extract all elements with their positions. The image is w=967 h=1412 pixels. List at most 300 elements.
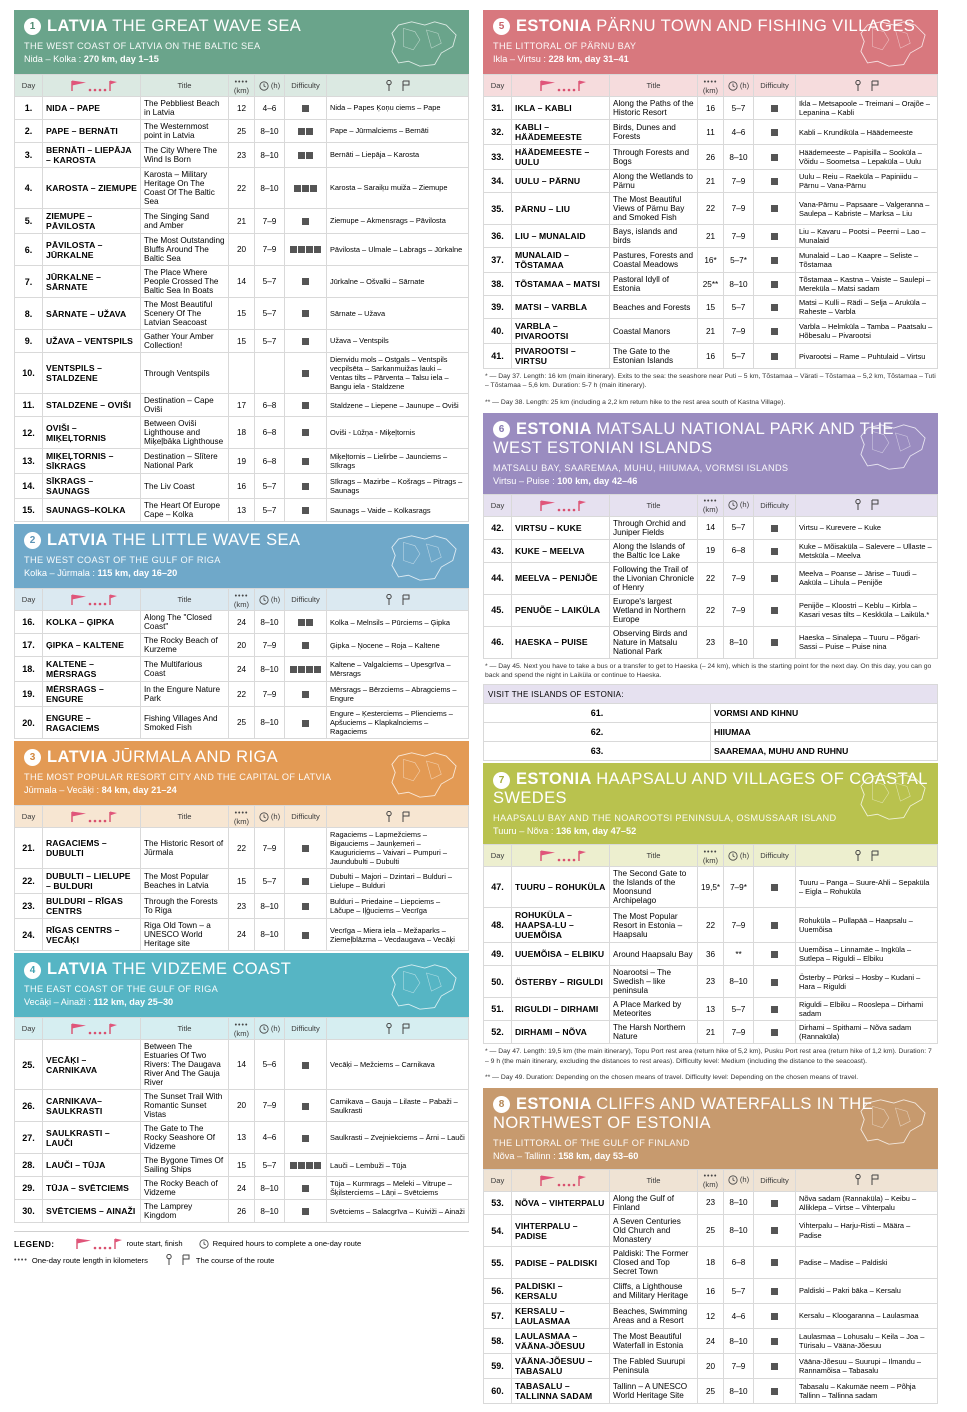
col-km: •••• (km) — [698, 494, 724, 516]
cell-difficulty — [285, 234, 327, 266]
cell-hours: 7–9* — [724, 867, 754, 908]
col-course — [796, 1169, 938, 1191]
col-hours: (h) — [255, 806, 285, 828]
cell-course: Österby – Pürksi – Hosby – Kudani – Hara – Riguldi — [796, 966, 938, 998]
right-column — [483, 10, 938, 1406]
cell-title: The Harsh Northern Nature — [610, 1021, 698, 1044]
cell-difficulty — [754, 908, 796, 943]
cell-route: IKLA – KABLI — [512, 97, 610, 120]
section-subtitle: THE WEST COAST OF THE GULF OF RIGA — [24, 555, 221, 566]
col-title: Title — [141, 589, 229, 611]
difficulty-mark — [302, 185, 309, 192]
difficulty-mark — [302, 105, 309, 112]
table-row — [484, 943, 938, 966]
cell-hours: 8–10 — [255, 120, 285, 143]
col-km: •••• (km) — [229, 1018, 255, 1040]
section-title: LATVIA THE LITTLE WAVE SEA — [47, 531, 301, 550]
col-km: •••• (km) — [698, 75, 724, 97]
cell-difficulty — [285, 1154, 327, 1177]
cell-day: 42. — [484, 516, 512, 539]
cell-hours: 6–8 — [255, 394, 285, 417]
cell-day: 28. — [15, 1154, 43, 1177]
cell-km: 25 — [229, 120, 255, 143]
cell-title: The Lamprey Kingdom — [141, 1200, 229, 1223]
cell-course: Matsi – Kulli – Rädi – Selja – Aruküla – Raheste – Varbla — [796, 296, 938, 319]
col-route — [43, 589, 141, 611]
difficulty-mark — [302, 642, 309, 649]
cell-course: Penijõe – Kloostri – Keblu – Kirbla – Kasari vesas tilts – Keskküla – Laiküla.* — [796, 594, 938, 626]
legend-text: One-day route length in kilometers — [31, 1255, 148, 1265]
col-difficulty: Difficulty — [285, 75, 327, 97]
cell-title: Pastures, Forests and Coastal Meadows — [610, 248, 698, 273]
cell-hours: 5–7 — [255, 266, 285, 298]
cell-day: 40. — [484, 319, 512, 344]
cell-difficulty — [754, 516, 796, 539]
col-day: Day — [484, 845, 512, 867]
col-course — [327, 75, 469, 97]
cell-day: 24. — [15, 919, 43, 951]
cell-title: Observing Birds and Nature in Matsalu National Park — [610, 626, 698, 658]
cell-day: 4. — [15, 168, 43, 209]
course-icon — [384, 594, 412, 606]
cell-title: Between Oviši Lighthouse and Miķeļbāka Lighthouse — [141, 417, 229, 449]
clock-icon — [259, 1024, 269, 1034]
table-row — [484, 120, 938, 145]
difficulty-mark — [306, 666, 313, 673]
col-course — [796, 494, 938, 516]
cell-km — [229, 353, 255, 394]
cell-route: RAGACIEMS – DUBULTI — [43, 828, 141, 869]
cell-course: Engure – Ķesterciems – Plienciems – Apšuciems – Klapkalnciems – Ragaciems — [327, 707, 469, 739]
cell-difficulty — [285, 168, 327, 209]
cell-route: TUURU – ROHUKÜLA — [512, 867, 610, 908]
route-flag-icon — [71, 1237, 123, 1250]
legend-text: route start, finish — [126, 1239, 183, 1249]
cell-km: 15 — [229, 330, 255, 353]
section-subtitle: MATSALU BAY, SAAREMAA, MUHU, HIIUMAA, VORMSI ISLANDS — [493, 462, 789, 473]
section-header — [14, 10, 469, 74]
cell-km: 22 — [698, 908, 724, 943]
clock-icon — [728, 500, 738, 510]
cell-title: The Sunset Trail With Romantic Sunset Vistas — [141, 1090, 229, 1122]
cell-hours: 8–10 — [724, 1215, 754, 1247]
cell-day: 55. — [484, 1247, 512, 1279]
section-title: LATVIA THE VIDZEME COAST — [47, 960, 292, 979]
cell-day: 16. — [15, 611, 43, 634]
cell-title: Between The Estuaries Of Two Rivers: The Daugava River And The Gauja River — [141, 1040, 229, 1090]
difficulty-mark — [771, 178, 778, 185]
cell-route: MUNALAID – TÕSTAMAA — [512, 248, 610, 273]
cell-course: Kabli – Krundiküla – Häädemeeste — [796, 120, 938, 145]
cell-course: Lauči – Lembuži – Tūja — [327, 1154, 469, 1177]
region-map-icon — [387, 747, 461, 803]
cell-day: 48. — [484, 908, 512, 943]
region-map-icon — [387, 530, 461, 586]
cell-course: Pape – Jūrmalciems – Bernāti — [327, 120, 469, 143]
cell-difficulty — [754, 145, 796, 170]
cell-difficulty — [285, 417, 327, 449]
cell-day: 43. — [484, 539, 512, 562]
cell-course: Liu – Kavaru – Pootsi – Peerni – Lao – Munalaid — [796, 225, 938, 248]
cell-title: Following the Trail of the Livonian Chronicle of Henry — [610, 562, 698, 594]
cell-day: 14. — [15, 474, 43, 499]
section-header — [483, 763, 938, 844]
table-row — [484, 998, 938, 1021]
col-route — [512, 845, 610, 867]
col-hours: (h) — [255, 1018, 285, 1040]
section-route: Kolka – Jūrmala : 115 km, day 16–20 — [24, 568, 178, 579]
cell-title: Birds, Dunes and Forests — [610, 120, 698, 145]
cell-course: Bulduri – Priedaine – Liepciems – Lāčupe – Iļģuciems – Vecrīga — [327, 894, 469, 919]
cell-km: 24 — [229, 919, 255, 951]
cell-title: Along the Islands of the Baltic Ice Lake — [610, 539, 698, 562]
cell-course: Dirhami – Spithami – Nõva sadam (Rannaküla) — [796, 1021, 938, 1044]
difficulty-mark — [302, 278, 309, 285]
cell-hours: 8–10 — [255, 611, 285, 634]
visit-number: 61. — [484, 704, 711, 723]
cell-day: 36. — [484, 225, 512, 248]
cell-route: PAPE – BERNĀTI — [43, 120, 141, 143]
difficulty-mark — [298, 619, 305, 626]
cell-km: 13 — [698, 998, 724, 1021]
table-row — [484, 562, 938, 594]
cell-route: SAULKRASTI – LAUČI — [43, 1122, 141, 1154]
cell-course: Rohuküla – Pullapää – Haapsalu – Uuemõisa — [796, 908, 938, 943]
cell-hours: 7–9 — [724, 170, 754, 193]
section-number: 5 — [493, 18, 510, 35]
cell-course: Kuke – Mõisaküla – Salevere – Ullaste – Metsküla – Meelva — [796, 539, 938, 562]
cell-difficulty — [754, 1247, 796, 1279]
cell-day: 53. — [484, 1191, 512, 1214]
cell-title: Around Haapsalu Bay — [610, 943, 698, 966]
difficulty-mark — [771, 575, 778, 582]
cell-day: 29. — [15, 1177, 43, 1200]
col-course — [327, 806, 469, 828]
table-row — [15, 1177, 469, 1200]
cell-day: 34. — [484, 170, 512, 193]
cell-difficulty — [285, 499, 327, 522]
cell-day: 11. — [15, 394, 43, 417]
col-title: Title — [141, 75, 229, 97]
cell-km: 20 — [229, 634, 255, 657]
section-subtitle: HAAPSALU BAY AND THE NOAROOTSI PENINSULA, OSMUSSAAR ISLAND — [493, 813, 837, 824]
section-title: LATVIA THE GREAT WAVE SEA — [47, 17, 302, 35]
difficulty-mark — [310, 185, 317, 192]
cell-km: 23 — [229, 894, 255, 919]
difficulty-mark — [306, 128, 313, 135]
cell-course: Pivarootsi – Rame – Puhtulaid – Virtsu — [796, 344, 938, 369]
cell-title: Destination – Cape Oviši — [141, 394, 229, 417]
cell-hours: 8–10 — [724, 1379, 754, 1404]
cell-km: 25 — [698, 1379, 724, 1404]
legend-label: LEGEND: — [14, 1238, 55, 1249]
difficulty-mark — [302, 507, 309, 514]
cell-difficulty — [754, 225, 796, 248]
cell-difficulty — [285, 330, 327, 353]
cell-km: 23 — [698, 966, 724, 998]
cell-hours: 5–6 — [255, 1040, 285, 1090]
cell-title: The Rocky Beach of Vidzeme — [141, 1177, 229, 1200]
cell-day: 23. — [15, 894, 43, 919]
cell-hours: 7–9 — [724, 193, 754, 225]
cell-difficulty — [285, 1200, 327, 1223]
table-row — [15, 168, 469, 209]
cell-route: NIDA – PAPE — [43, 97, 141, 120]
cell-difficulty — [285, 894, 327, 919]
cell-hours: 8–10 — [724, 1329, 754, 1354]
cell-hours: 8–10 — [255, 1200, 285, 1223]
course-icon — [853, 850, 881, 862]
list-item — [484, 742, 938, 761]
cell-title: Cliffs, a Lighthouse and Military Heritage — [610, 1279, 698, 1304]
difficulty-mark — [771, 979, 778, 986]
cell-hours: 4–6 — [724, 1304, 754, 1329]
cell-km: 24 — [698, 1329, 724, 1354]
table-row — [484, 1215, 938, 1247]
cell-difficulty — [754, 1021, 796, 1044]
cell-day: 47. — [484, 867, 512, 908]
cell-course: Sīkrags – Mazirbe – Košrags – Pitrags – Saunags — [327, 474, 469, 499]
col-title: Title — [610, 845, 698, 867]
cell-day: 44. — [484, 562, 512, 594]
cell-day: 37. — [484, 248, 512, 273]
col-course — [796, 75, 938, 97]
cell-hours: 8–10 — [255, 1177, 285, 1200]
difficulty-mark — [302, 845, 309, 852]
col-course — [327, 589, 469, 611]
cell-day: 32. — [484, 120, 512, 145]
clock-icon — [728, 81, 738, 91]
difficulty-mark — [302, 483, 309, 490]
cell-title: The Westernmost point in Latvia — [141, 120, 229, 143]
cell-hours: 6–8 — [724, 539, 754, 562]
section-number: 7 — [493, 772, 510, 789]
table-row — [484, 97, 938, 120]
cell-day: 35. — [484, 193, 512, 225]
section-number: 3 — [24, 749, 41, 766]
cell-km: 21 — [698, 170, 724, 193]
col-hours: (h) — [255, 75, 285, 97]
difficulty-mark — [302, 1103, 309, 1110]
cell-route: SVĒTCIEMS – AINAŽI — [43, 1200, 141, 1223]
col-hours: (h) — [724, 845, 754, 867]
difficulty-mark — [302, 1135, 309, 1142]
cell-difficulty — [285, 1040, 327, 1090]
section-note: * — Day 47. Length: 19,5 km (the main itinerary), Topu Port rest area (return hike of 5,2 km), Pusku Port rest area (return hike of 1,2 km). Duration: 7 – 9 h (the main itinerary, excluding the distances to rest areas). Difficulty level: Medium (including the distance to the seacoast). — [485, 1048, 932, 1065]
table-row — [484, 539, 938, 562]
cell-title: Through Forests and Bogs — [610, 145, 698, 170]
cell-title: The Most Beautiful Waterfall in Estonia — [610, 1329, 698, 1354]
cell-course: Vihterpalu – Harju-Risti – Määra – Padise — [796, 1215, 938, 1247]
cell-title: The Pebbliest Beach in Latvia — [141, 97, 229, 120]
cell-km: 15 — [229, 1154, 255, 1177]
col-difficulty: Difficulty — [754, 1169, 796, 1191]
cell-course: Carnikava – Gauja – Lilaste – Pabaži – Saulkrasti — [327, 1090, 469, 1122]
cell-km: 14 — [698, 516, 724, 539]
legend-item-start-finish — [71, 1237, 183, 1250]
cell-difficulty — [754, 998, 796, 1021]
visit-number: 63. — [484, 742, 711, 761]
col-km: •••• (km) — [698, 845, 724, 867]
difficulty-mark — [771, 1363, 778, 1370]
col-route — [43, 75, 141, 97]
col-title: Title — [610, 494, 698, 516]
table-row — [484, 170, 938, 193]
col-hours: (h) — [724, 494, 754, 516]
section-3 — [14, 741, 469, 951]
cell-title: Karosta – Military Heritage On The Coast Of The Baltic Sea — [141, 168, 229, 209]
cell-title: Europe's largest Wetland in Northern Europe — [610, 594, 698, 626]
section-title: ESTONIA CLIFFS AND WATERFALLS IN THE NORTHWEST OF ESTONIA — [493, 1094, 873, 1132]
cell-course: Nida – Papes Ķoņu ciems – Pape — [327, 97, 469, 120]
table-row — [15, 417, 469, 449]
cell-route: DIRHAMI – NÕVA — [512, 1021, 610, 1044]
section-header — [14, 953, 469, 1017]
routes-table — [483, 494, 938, 659]
cell-km: 25 — [229, 707, 255, 739]
route-flag-icon — [535, 499, 587, 512]
route-flag-icon — [66, 593, 118, 606]
cell-hours: 7–9 — [724, 319, 754, 344]
cell-course: Munalaid – Lao – Kaapre – Seliste – Tõstamaa — [796, 248, 938, 273]
cell-difficulty — [285, 611, 327, 634]
cell-km: 26 — [229, 1200, 255, 1223]
difficulty-mark — [771, 129, 778, 136]
cell-course: Miķeļtornis – Lielirbe – Jaunciems – Sīkrags — [327, 449, 469, 474]
route-flag-icon — [66, 810, 118, 823]
cell-route: KERSALU – LAULASMAA — [512, 1304, 610, 1329]
routes-table — [14, 1017, 469, 1223]
section-number: 8 — [493, 1096, 510, 1113]
cell-route: NÕVA – VIHTERPALU — [512, 1191, 610, 1214]
cell-km: 21 — [698, 1021, 724, 1044]
cell-difficulty — [754, 1354, 796, 1379]
cell-route: VARBLA – PIVAROOTSI — [512, 319, 610, 344]
cell-km: 13 — [229, 499, 255, 522]
cell-day: 49. — [484, 943, 512, 966]
cell-hours: ** — [724, 943, 754, 966]
cell-day: 30. — [15, 1200, 43, 1223]
section-title: LATVIA JŪRMALA AND RIGA — [47, 748, 279, 767]
cell-km: 22 — [698, 594, 724, 626]
cell-hours: 8–10 — [255, 168, 285, 209]
cell-km: 22 — [229, 168, 255, 209]
cell-hours: 8–10 — [255, 707, 285, 739]
section-subtitle: THE LITTORAL OF THE GULF OF FINLAND — [493, 1137, 690, 1148]
cell-day: 17. — [15, 634, 43, 657]
cell-title: Along The "Closed Coast" — [141, 611, 229, 634]
cell-route: KABLI – HÄÄDEMEESTE — [512, 120, 610, 145]
cell-route: PALDISKI – KERSALU — [512, 1279, 610, 1304]
cell-title: Bays, islands and birds — [610, 225, 698, 248]
cell-title: The Fabled Suurupi Peninsula — [610, 1354, 698, 1379]
table-row — [484, 344, 938, 369]
cell-km: 15 — [229, 298, 255, 330]
list-item — [484, 723, 938, 742]
difficulty-mark — [771, 951, 778, 958]
cell-difficulty — [754, 1215, 796, 1247]
difficulty-mark — [298, 152, 305, 159]
table-row — [15, 474, 469, 499]
cell-difficulty — [285, 353, 327, 394]
cell-difficulty — [754, 248, 796, 273]
cell-course: Paldiski – Pakri bāka – Kersalu — [796, 1279, 938, 1304]
cell-day: 58. — [484, 1329, 512, 1354]
route-flag-icon — [535, 1174, 587, 1187]
cell-hours: 8–10 — [255, 657, 285, 682]
section-route: Virtsu – Puise : 100 km, day 42–46 — [493, 475, 638, 486]
cell-title: The Most Beautiful Views of Pärnu Bay and Smoked Fish — [610, 193, 698, 225]
cell-day: 13. — [15, 449, 43, 474]
cell-difficulty — [754, 626, 796, 658]
difficulty-mark — [306, 246, 313, 253]
cell-course: Uuemõisa – Linnamäe – Ingküla – Sutlepa – Riguldi – Elbiku — [796, 943, 938, 966]
col-difficulty: Difficulty — [754, 494, 796, 516]
col-hours: (h) — [724, 1169, 754, 1191]
cell-course: Laulasmaa – Lohusalu – Keila – Joa – Türisalu – Vääna-Jõesuu — [796, 1329, 938, 1354]
table-row — [484, 145, 938, 170]
cell-hours: 7–9 — [724, 908, 754, 943]
cell-course: Ragaciems – Lapmežciems – Bigauciems – Jaunķemeri – Kauguriciems – Vaivari – Pumpuri – Jaundubulti – Dubulti — [327, 828, 469, 869]
cell-course: Virtsu – Kurevere – Kuke — [796, 516, 938, 539]
cell-course: Dienvidu mols – Ostgals – Ventspils vecpilsēta – Sarkanmuižas lauki – Ventas tilts – Pārventa – Talsu iela – Bangu iela - Staldzene — [327, 353, 469, 394]
cell-hours: 6–8 — [255, 417, 285, 449]
cell-title: A Seven Centuries Old Church and Monastery — [610, 1215, 698, 1247]
cell-route: TÕSTAMAA – MATSI — [512, 273, 610, 296]
cell-hours: 7–9 — [255, 209, 285, 234]
cell-difficulty — [285, 828, 327, 869]
difficulty-mark — [302, 310, 309, 317]
legend — [14, 1231, 469, 1266]
cell-title: Through Orchid and Juniper Fields — [610, 516, 698, 539]
table-row — [484, 193, 938, 225]
table-row — [15, 919, 469, 951]
cell-day: 59. — [484, 1354, 512, 1379]
table-row — [484, 966, 938, 998]
cell-day: 26. — [15, 1090, 43, 1122]
cell-km: 22 — [698, 193, 724, 225]
table-row — [484, 908, 938, 943]
cell-difficulty — [285, 474, 327, 499]
cell-route: UŽAVA – VENTSPILS — [43, 330, 141, 353]
section-6 — [483, 413, 938, 761]
cell-title: The Multifarious Coast — [141, 657, 229, 682]
cell-route: ĢIPKA – KALTENE — [43, 634, 141, 657]
cell-title: The Gate to The Rocky Seashore Of Vidzeme — [141, 1122, 229, 1154]
section-subtitle: THE LITTORAL OF PÄRNU BAY — [493, 41, 637, 51]
cell-day: 50. — [484, 966, 512, 998]
section-number: 1 — [24, 18, 41, 35]
cell-hours: 5–7 — [255, 869, 285, 894]
cell-route: ÖSTERBY – RIGULDI — [512, 966, 610, 998]
difficulty-mark — [302, 932, 309, 939]
cell-km: 20 — [229, 234, 255, 266]
cell-title: Along the Gulf of Finland — [610, 1191, 698, 1214]
difficulty-mark — [771, 1227, 778, 1234]
cell-route: VÄÄNA-JÕESUU – TABASALU — [512, 1354, 610, 1379]
cell-km: 19,5* — [698, 867, 724, 908]
cell-difficulty — [754, 97, 796, 120]
cell-route: HÄÄDEMEESTE – UULU — [512, 145, 610, 170]
cell-hours: 5–7 — [724, 296, 754, 319]
col-day: Day — [15, 806, 43, 828]
section-header — [483, 413, 938, 494]
cell-course: Ģipka – Ņocene – Roja – Kaltene — [327, 634, 469, 657]
cell-km: 19 — [698, 539, 724, 562]
cell-hours: 5–7 — [255, 499, 285, 522]
cell-km: 21 — [698, 225, 724, 248]
section-8 — [483, 1088, 938, 1404]
